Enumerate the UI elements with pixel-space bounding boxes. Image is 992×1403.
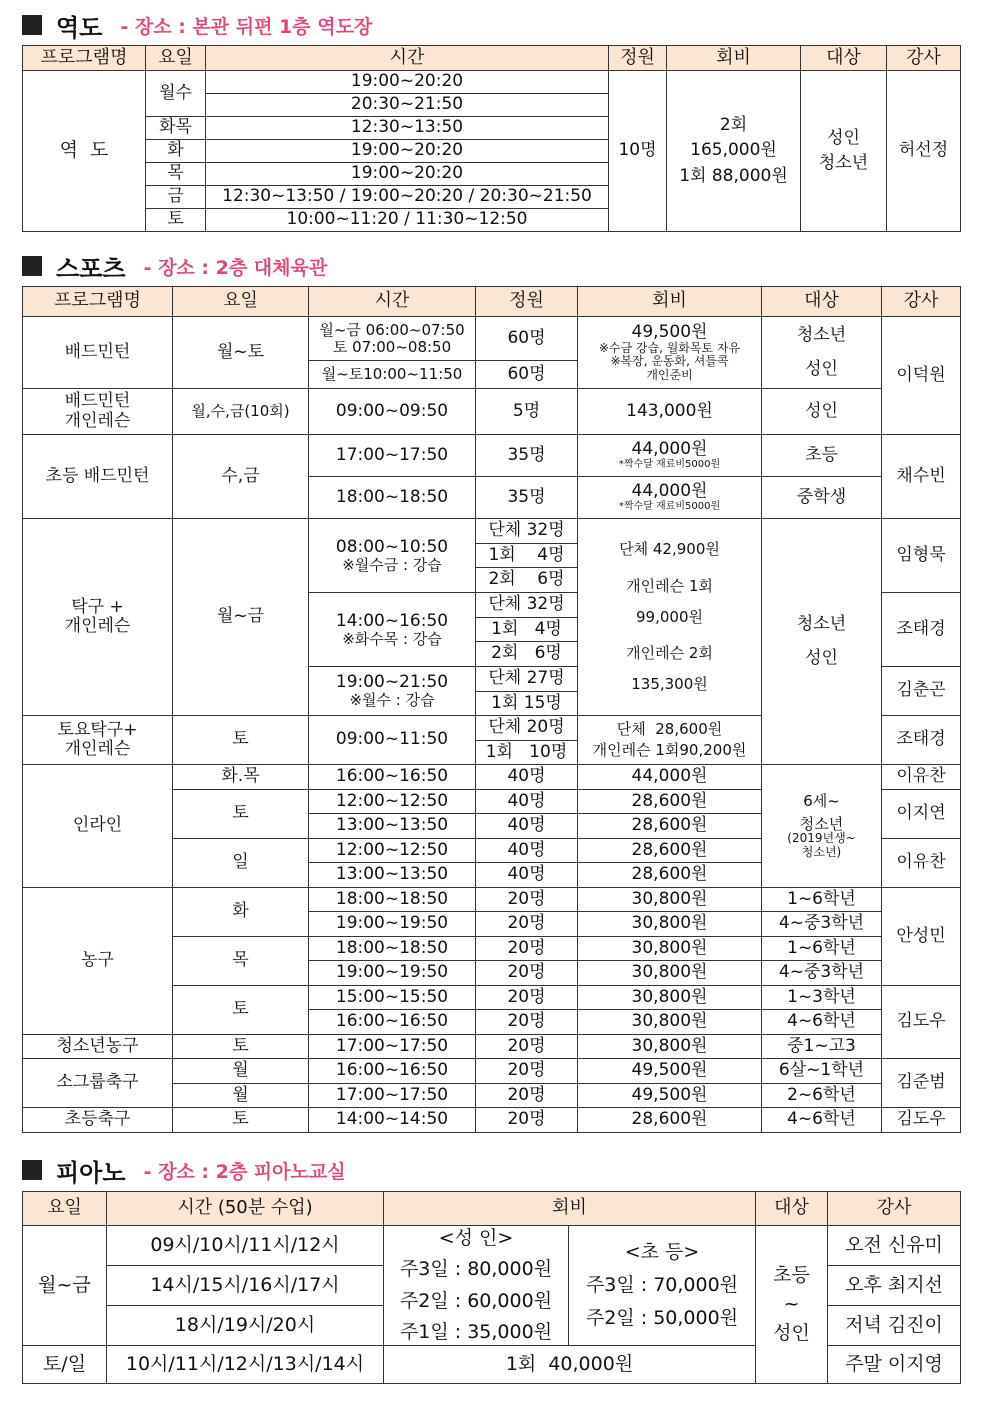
- fee-line: 주3일 : 80,000원: [399, 1258, 553, 1281]
- header-instructor: 강사: [887, 46, 961, 71]
- time-cell: 14:00~14:50: [309, 1108, 476, 1133]
- day-cell: 금: [146, 186, 206, 209]
- fee-line: 49,500원: [631, 321, 708, 342]
- fee-cell: 28,600원: [578, 790, 762, 814]
- fee-line: 99,000원: [636, 607, 703, 626]
- instructor-cell: 허선정: [887, 71, 961, 232]
- instructor-cell: 주말 이지영: [828, 1346, 961, 1384]
- time-cell: 19:00~20:20: [206, 163, 609, 186]
- capacity-cell: 60명: [476, 361, 578, 389]
- fee-cell: [578, 716, 762, 765]
- day-cell: 토: [173, 716, 309, 765]
- target-line: 6세~: [803, 791, 840, 810]
- sports-table: [22, 286, 961, 1133]
- time-line: 토 07:00~08:50: [332, 337, 452, 356]
- capacity-cell: 1회 15명: [476, 692, 578, 716]
- header-day: 요일: [146, 46, 206, 71]
- instructor-cell: 안성민: [882, 888, 961, 986]
- program-name: 역 도: [23, 71, 146, 232]
- time-cell: 15:00~15:50: [309, 986, 476, 1010]
- day-cell: 목: [146, 163, 206, 186]
- target-cell: 1~3학년: [762, 986, 882, 1010]
- instructor-cell: 임형묵: [882, 519, 961, 593]
- target-cell: 1~6학년: [762, 937, 882, 961]
- day-cell: 화.목: [173, 765, 309, 790]
- capacity-cell: 10명: [609, 71, 667, 232]
- fee-cell: 30,800원: [578, 937, 762, 961]
- capacity-cell: 40명: [476, 814, 578, 839]
- header-day: 요일: [23, 1192, 107, 1226]
- capacity-cell: 20명: [476, 1084, 578, 1108]
- header-target: 대상: [756, 1192, 828, 1226]
- instructor-cell: 이덕원: [882, 317, 961, 435]
- fee-line: 주2일 : 50,000원: [585, 1307, 739, 1330]
- time-cell: 18:00~18:50: [309, 937, 476, 961]
- capacity-cell: 20명: [476, 986, 578, 1010]
- time-cell: 월~토10:00~11:50: [309, 361, 476, 389]
- day-cell: 목: [173, 937, 309, 986]
- fee-note: *짝수달 재료비5000원: [618, 501, 721, 513]
- fee-cell: [578, 435, 762, 477]
- fee-label: <초 등>: [624, 1240, 700, 1263]
- time-cell: 18:00~18:50: [309, 477, 476, 519]
- square-bullet-icon: [22, 256, 42, 276]
- header-fee: 회비: [384, 1192, 756, 1226]
- target-cell: 4~6학년: [762, 1108, 882, 1133]
- header-target: 대상: [801, 46, 887, 71]
- day-cell: 토: [173, 1108, 309, 1133]
- time-cell: 13:00~13:50: [309, 814, 476, 839]
- capacity-cell: 단체 32명: [476, 593, 578, 618]
- time-cell: 20:30~21:50: [206, 94, 609, 117]
- capacity-cell: 2회 6명: [476, 568, 578, 593]
- capacity-cell: 35명: [476, 477, 578, 519]
- day-cell: 토: [146, 209, 206, 232]
- fee-note: *짝수달 재료비5000원: [618, 459, 721, 471]
- capacity-cell: 60명: [476, 317, 578, 361]
- fee-cell: 28,600원: [578, 863, 762, 888]
- time-cell: 16:00~16:50: [309, 1059, 476, 1084]
- capacity-cell: 35명: [476, 435, 578, 477]
- section-location: - 장소 : 2층 피아노교실: [143, 1160, 346, 1183]
- fee-line: 44,000원: [631, 481, 708, 502]
- program-name: 초등 배드민턴: [23, 435, 173, 519]
- capacity-cell: 20명: [476, 1108, 578, 1133]
- piano-table: [22, 1191, 961, 1384]
- capacity-cell: 20명: [476, 937, 578, 961]
- fee-cell: 30,800원: [578, 1010, 762, 1035]
- fee-line: 단체 42,900원: [619, 540, 720, 558]
- time-cell: 19:00~19:50: [309, 961, 476, 986]
- time-cell: 12:00~12:50: [309, 790, 476, 814]
- target-line: 성인: [805, 647, 838, 668]
- child-fee-cell: [569, 1226, 756, 1346]
- header-fee: 회비: [667, 46, 801, 71]
- time-note: ※화수목 : 강습: [342, 629, 442, 648]
- program-name: [23, 389, 173, 435]
- program-name: 소그룹축구: [23, 1059, 173, 1108]
- target-cell: [762, 317, 882, 389]
- time-cell: 17:00~17:50: [309, 1035, 476, 1059]
- fee-line: 주3일 : 70,000원: [585, 1273, 739, 1296]
- capacity-cell: 40명: [476, 839, 578, 863]
- day-cell: 토: [173, 1035, 309, 1059]
- time-cell: 12:00~12:50: [309, 839, 476, 863]
- fee-cell: 44,000원: [578, 765, 762, 790]
- fee-note: ※수금 강습, 월화목토 자유: [598, 340, 741, 355]
- header-capacity: 정원: [609, 46, 667, 71]
- day-cell: 월~금: [173, 519, 309, 716]
- time-cell: 19:00~19:50: [309, 912, 476, 937]
- fee-cell: 30,800원: [578, 961, 762, 986]
- fee-cell: 28,600원: [578, 839, 762, 863]
- instructor-cell: 조태경: [882, 593, 961, 667]
- target-cell: 중1~고3: [762, 1035, 882, 1059]
- target-cell: 초등: [762, 435, 882, 477]
- program-line: 개인레슨: [64, 410, 131, 431]
- instructor-cell: 조태경: [882, 716, 961, 765]
- program-line: 배드민턴: [64, 391, 131, 412]
- fee-line: 2회: [719, 115, 748, 136]
- time-cell: 12:30~13:50: [206, 117, 609, 140]
- target-line: 청소년: [796, 325, 847, 346]
- section-title: 역도: [56, 13, 103, 42]
- instructor-cell: 오전 신유미: [828, 1226, 961, 1266]
- time-line: 19:00~21:50: [335, 672, 449, 693]
- day-cell: 화목: [146, 117, 206, 140]
- time-cell: 16:00~16:50: [309, 765, 476, 790]
- capacity-cell: 단체 32명: [476, 519, 578, 544]
- capacity-cell: 단체 27명: [476, 667, 578, 692]
- section-title: 스포츠: [56, 254, 126, 283]
- header-fee: 회비: [578, 287, 762, 317]
- time-cell: 16:00~16:50: [309, 1010, 476, 1035]
- target-cell: 중학생: [762, 477, 882, 519]
- time-cell: 19:00~20:20: [206, 140, 609, 163]
- capacity-cell: 20명: [476, 912, 578, 937]
- capacity-cell: 20명: [476, 888, 578, 912]
- target-line: 성인: [827, 127, 860, 148]
- target-cell: [762, 765, 882, 888]
- capacity-cell: 20명: [476, 1059, 578, 1084]
- day-cell: 토: [173, 986, 309, 1035]
- time-cell: 17:00~17:50: [309, 1084, 476, 1108]
- program-name: 농구: [23, 888, 173, 1035]
- sports-heading: [22, 251, 327, 281]
- time-note: ※월수금 : 강습: [342, 555, 442, 574]
- program-name: 초등축구: [23, 1108, 173, 1133]
- time-cell: [309, 667, 476, 716]
- program-line: 탁구 +: [71, 596, 124, 617]
- fee-cell: 49,500원: [578, 1059, 762, 1084]
- target-line: 초등: [773, 1263, 810, 1286]
- section-location: - 장소 : 2층 대체육관: [143, 256, 328, 279]
- time-cell: [309, 593, 476, 667]
- program-name: 청소년농구: [23, 1035, 173, 1059]
- instructor-cell: 김춘곤: [882, 667, 961, 716]
- time-line: 월~금 06:00~07:50: [319, 320, 465, 339]
- section-title: 피아노: [56, 1158, 126, 1187]
- instructor-cell: 채수빈: [882, 435, 961, 519]
- square-bullet-icon: [22, 1160, 42, 1180]
- day-cell: 수,금: [173, 435, 309, 519]
- fee-line: 주2일 : 60,000원: [399, 1289, 553, 1312]
- fee-cell: 49,500원: [578, 1084, 762, 1108]
- time-cell: 09시/10시/11시/12시: [107, 1226, 384, 1266]
- target-line: 청소년: [799, 814, 844, 833]
- section-location: - 장소 : 본관 뒤편 1층 역도장: [120, 15, 373, 38]
- capacity-cell: 1회 4명: [476, 544, 578, 568]
- header-target: 대상: [762, 287, 882, 317]
- instructor-cell: 오후 최지선: [828, 1266, 961, 1306]
- square-bullet-icon: [22, 15, 42, 35]
- program-name: 배드민턴: [23, 317, 173, 389]
- capacity-cell: 1회 4명: [476, 618, 578, 642]
- fee-cell: [578, 519, 762, 716]
- time-line: 08:00~10:50: [335, 536, 449, 557]
- header-time: 시간 (50분 수업): [107, 1192, 384, 1226]
- capacity-cell: 20명: [476, 961, 578, 986]
- instructor-cell: 김준범: [882, 1059, 961, 1108]
- header-program: 프로그램명: [23, 46, 146, 71]
- fee-cell: 30,800원: [578, 1035, 762, 1059]
- time-cell: 09:00~09:50: [309, 389, 476, 435]
- day-cell: 화: [173, 888, 309, 937]
- target-cell: 6살~1학년: [762, 1059, 882, 1084]
- program-name: 인라인: [23, 765, 173, 888]
- fee-label: <성 인>: [438, 1226, 514, 1249]
- program-line: 개인레슨: [64, 616, 131, 636]
- day-cell: 월~토: [173, 317, 309, 389]
- day-cell: 월수: [146, 71, 206, 117]
- capacity-cell: 20명: [476, 1035, 578, 1059]
- program-name: [23, 716, 173, 765]
- target-line: 청소년): [801, 844, 842, 859]
- day-cell: 화: [146, 140, 206, 163]
- fee-line: 개인레슨 2회: [626, 644, 713, 663]
- target-line: 청소년: [818, 153, 869, 173]
- fee-line: 개인레슨 1회: [626, 576, 713, 595]
- capacity-cell: 20명: [476, 1010, 578, 1035]
- target-line: 청소년: [796, 614, 847, 635]
- header-capacity: 정원: [476, 287, 578, 317]
- day-cell: 월: [173, 1084, 309, 1108]
- time-cell: 17:00~17:50: [309, 435, 476, 477]
- time-line: 14:00~16:50: [335, 610, 449, 631]
- fee-line: 135,300원: [631, 675, 708, 694]
- fee-line: 개인레슨 1회90,200원: [592, 741, 747, 759]
- capacity-cell: 2회 6명: [476, 642, 578, 667]
- target-cell: 4~6학년: [762, 1010, 882, 1035]
- target-cell: 1~6학년: [762, 888, 882, 912]
- day-cell: 토: [173, 790, 309, 839]
- fee-cell: 28,600원: [578, 814, 762, 839]
- program-name: [23, 519, 173, 716]
- capacity-cell: 40명: [476, 765, 578, 790]
- time-cell: 10시/11시/12시/13시/14시: [107, 1346, 384, 1384]
- instructor-cell: 김도우: [882, 1108, 961, 1133]
- fee-line: 주1일 : 35,000원: [399, 1320, 553, 1343]
- header-instructor: 강사: [882, 287, 961, 317]
- time-cell: 14시/15시/16시/17시: [107, 1266, 384, 1306]
- header-time: 시간: [309, 287, 476, 317]
- adult-fee-cell: [384, 1226, 569, 1346]
- target-cell: [756, 1226, 828, 1384]
- time-cell: [309, 519, 476, 593]
- time-cell: 10:00~11:20 / 11:30~12:50: [206, 209, 609, 232]
- capacity-cell: 40명: [476, 790, 578, 814]
- capacity-cell: 40명: [476, 863, 578, 888]
- target-line: 성인: [773, 1322, 810, 1345]
- instructor-cell: 이지연: [882, 790, 961, 839]
- weightlifting-heading: [22, 10, 372, 40]
- header-time: 시간: [206, 46, 609, 71]
- weightlifting-table: [22, 45, 961, 232]
- fee-note: ※복장, 운동화, 셔틀콕: [610, 354, 729, 369]
- fee-note: 개인준비: [646, 367, 693, 382]
- day-cell: 토/일: [23, 1346, 107, 1384]
- capacity-cell: 5명: [476, 389, 578, 435]
- program-line: 개인레슨: [64, 739, 131, 759]
- time-cell: 18:00~18:50: [309, 888, 476, 912]
- header-program: 프로그램명: [23, 287, 173, 317]
- day-cell: 월~금: [23, 1226, 107, 1346]
- instructor-cell: 이유찬: [882, 765, 961, 790]
- instructor-cell: 저녁 김진이: [828, 1306, 961, 1346]
- piano-heading: [22, 1155, 346, 1185]
- capacity-cell: 단체 20명: [476, 716, 578, 741]
- target-line: ~: [783, 1292, 800, 1315]
- fee-cell: 30,800원: [578, 912, 762, 937]
- target-cell: 4~중3학년: [762, 961, 882, 986]
- fee-cell: [578, 317, 762, 389]
- time-cell: [309, 317, 476, 361]
- fee-cell: 28,600원: [578, 1108, 762, 1133]
- fee-cell: 30,800원: [578, 986, 762, 1010]
- fee-line: 44,000원: [631, 439, 708, 460]
- target-cell: 2~6학년: [762, 1084, 882, 1108]
- fee-cell: [667, 71, 801, 232]
- target-line: 성인: [805, 358, 838, 379]
- fee-cell: 30,800원: [578, 888, 762, 912]
- time-note: ※월수 : 강습: [349, 691, 435, 710]
- weekend-fee-cell: 1회 40,000원: [384, 1346, 756, 1384]
- day-cell: 월,수,금(10회): [173, 389, 309, 435]
- day-cell: 일: [173, 839, 309, 888]
- capacity-cell: 1회 10명: [476, 741, 578, 765]
- instructor-cell: 이유찬: [882, 839, 961, 888]
- time-cell: 09:00~11:50: [309, 716, 476, 765]
- fee-cell: [578, 477, 762, 519]
- target-cell: [762, 519, 882, 765]
- target-cell: 성인: [762, 389, 882, 435]
- program-line: 토요탁구+: [57, 719, 138, 740]
- target-cell: [801, 71, 887, 232]
- time-cell: 19:00~20:20: [206, 71, 609, 94]
- instructor-cell: 김도우: [882, 986, 961, 1059]
- target-line: (2019년생~: [787, 831, 856, 846]
- time-cell: 12:30~13:50 / 19:00~20:20 / 20:30~21:50: [206, 186, 609, 209]
- time-cell: 13:00~13:50: [309, 863, 476, 888]
- fee-cell: 143,000원: [578, 389, 762, 435]
- day-cell: 월: [173, 1059, 309, 1084]
- time-cell: 18시/19시/20시: [107, 1306, 384, 1346]
- header-day: 요일: [173, 287, 309, 317]
- fee-line: 1회 88,000원: [679, 165, 788, 186]
- target-cell: 4~중3학년: [762, 912, 882, 937]
- fee-line: 단체 28,600원: [616, 720, 723, 739]
- fee-line: 165,000원: [690, 140, 777, 161]
- header-instructor: 강사: [828, 1192, 961, 1226]
